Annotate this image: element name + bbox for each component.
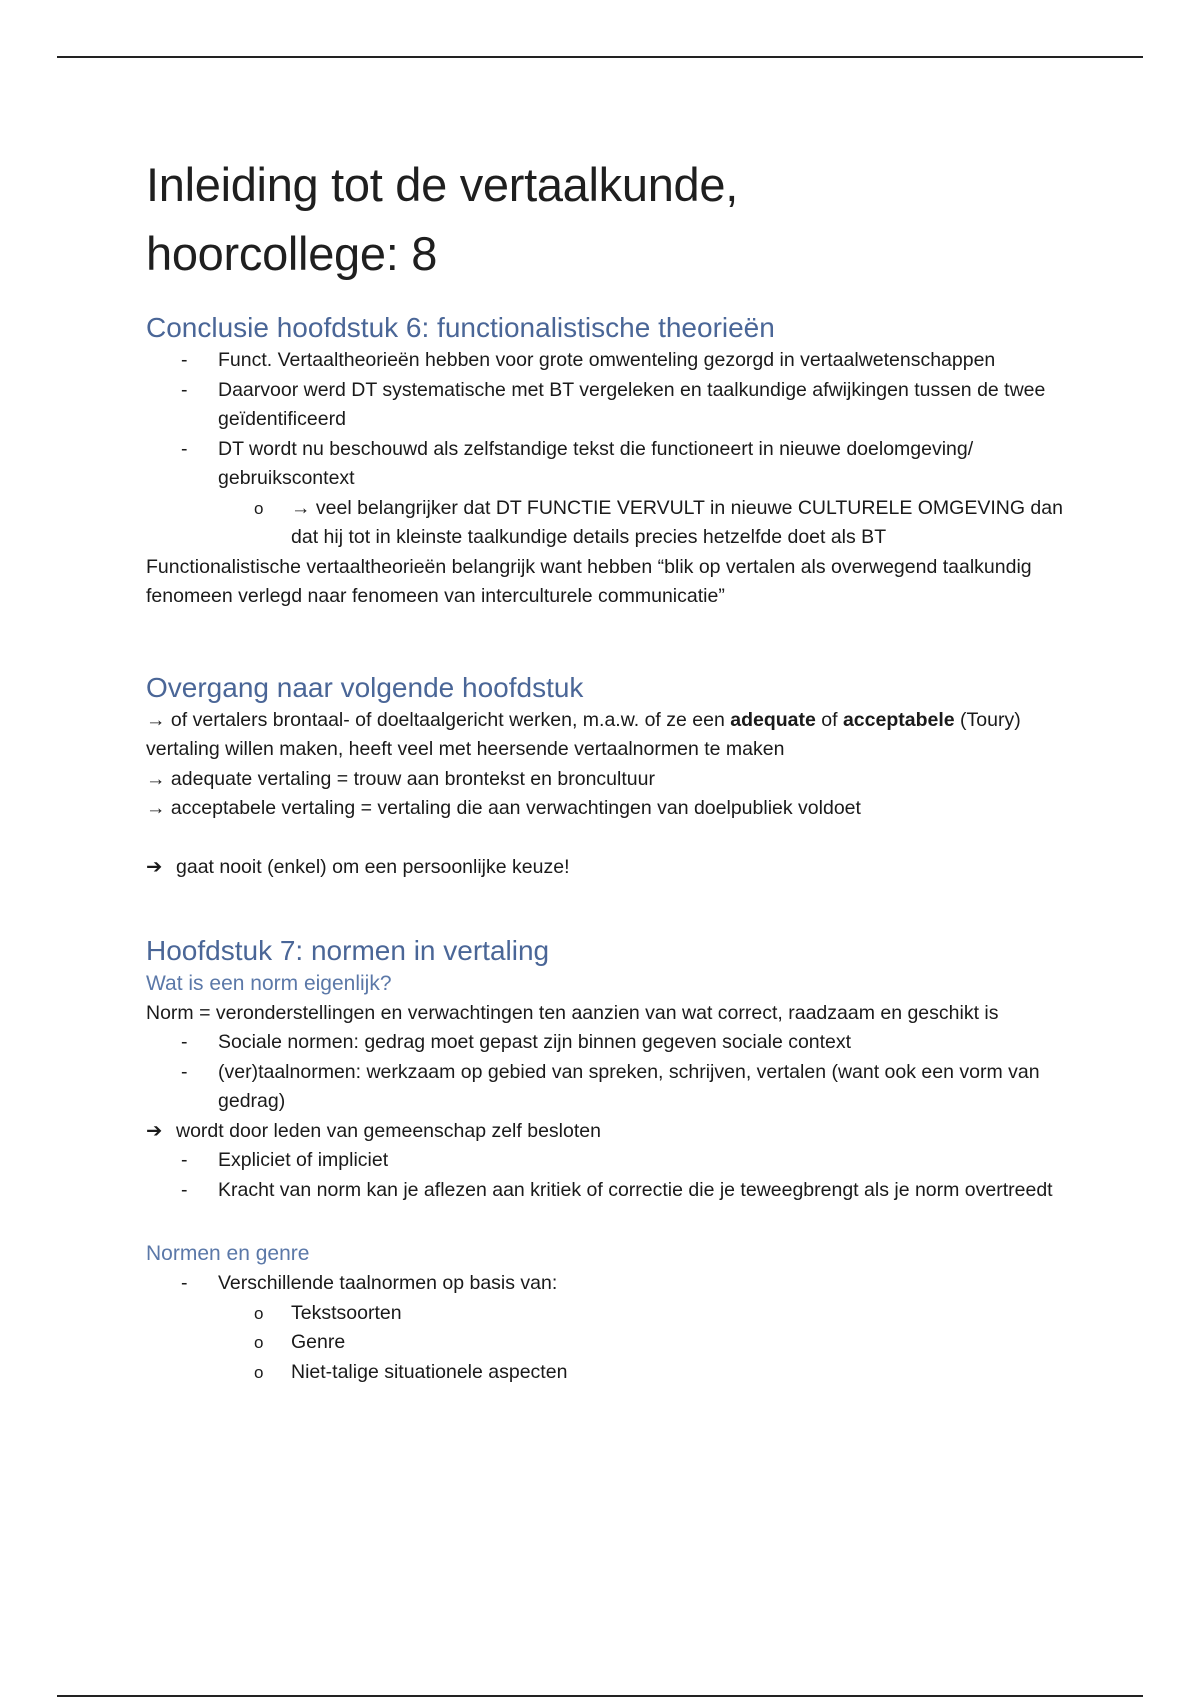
section-heading: Conclusie hoofdstuk 6: functionalistische theorieën [146,312,775,343]
arrow-icon: ➔ [146,1119,163,1142]
paragraph: → adequate vertaling = trouw aan brontekst en broncultuur [146,767,655,790]
list-item: - (ver)taalnormen: werkzaam op gebied van spreken, schrijven, vertalen (want ook een vorm van gedrag) [146,1058,1066,1117]
list-item: - DT wordt nu beschouwd als zelfstandige tekst die functioneert in nieuwe doelomgeving/ gebruikscontext [146,435,1066,494]
dash-bullet: - [181,1178,188,1201]
conclusion-line: ➔ gaat nooit (enkel) om een persoonlijke keuze! [146,853,1066,883]
list-item: - Funct. Vertaaltheorieën hebben voor grote omwenteling gezorgd in vertaalwetenschappen [146,346,1066,376]
section-transition [146,670,1066,883]
paragraph: → of vertalers brontaal- of doeltaalgericht werken, m.a.w. of ze een adequate of acceptabele (Toury) vertaling willen maken, heeft veel met heersende vertaalnormen te maken [146,708,1021,760]
paragraph: Functionalistische vertaaltheorieën belangrijk want hebben “blik op vertalen als overwegend taalkundig fenomeen verlegd naar fenomeen van interculturele communicatie” [146,555,1032,607]
list-item: - Kracht van norm kan je aflezen aan kritiek of correctie die je teweegbrengt als je norm overtreedt [146,1176,1066,1206]
subsection-heading: Normen en genre [146,1242,310,1265]
conclusion-line: ➔ wordt door leden van gemeenschap zelf besloten [146,1117,1066,1147]
dash-bullet: - [181,1272,188,1294]
sub-list-item: o Niet-talige situationele aspecten [146,1358,1066,1388]
dash-bullet: - [181,1031,188,1053]
circle-bullet-icon: o [254,498,264,518]
section-norms [146,933,1066,1388]
bottom-rule [57,1695,1143,1697]
list-item: - Sociale normen: gedrag moet gepast zijn binnen gegeven sociale context [146,1028,1066,1058]
document-title: Inleiding tot de vertaalkunde, hoorcollege: 8 [146,158,738,280]
circle-bullet-icon: o [254,1303,264,1323]
dash-bullet: - [181,349,188,371]
list-item: - Verschillende taalnormen op basis van: [146,1269,1066,1299]
circle-bullet-icon: o [254,1362,264,1382]
sub-list-item: o → veel belangrijker dat DT FUNCTIE VERVULT in nieuwe CULTURELE OMGEVING dan dat hij tot in kleinste taalkundige details precies hetzelfde doet als BT [146,494,1066,553]
sub-list-item: o Tekstsoorten [146,1299,1066,1329]
circle-bullet-icon: o [254,1333,264,1352]
section-heading: Overgang naar volgende hoofdstuk [146,671,584,703]
dash-bullet: - [181,378,188,401]
section-conclusion [146,310,1066,612]
dash-bullet: - [181,1149,188,1171]
sub-list-item: o Genre [146,1328,1066,1358]
dash-bullet: - [181,1060,188,1083]
arrow-icon: ➔ [146,856,163,878]
list-item: - Expliciet of impliciet [146,1146,1066,1176]
top-rule [57,56,1143,58]
subsection-heading: Wat is een norm eigenlijk? [146,971,392,995]
paragraph: → acceptabele vertaling = vertaling die aan verwachtingen van doelpubliek voldoet [146,797,861,819]
list-item: - Daarvoor werd DT systematische met BT vergeleken en taalkundige afwijkingen tussen de twee geïdentificeerd [146,376,1066,435]
section-heading: Hoofdstuk 7: normen in vertaling [146,934,550,966]
document-page [146,150,1066,1387]
paragraph: Norm = veronderstellingen en verwachtingen ten aanzien van wat correct, raadzaam en geschikt is [146,1001,999,1024]
dash-bullet: - [181,437,188,460]
